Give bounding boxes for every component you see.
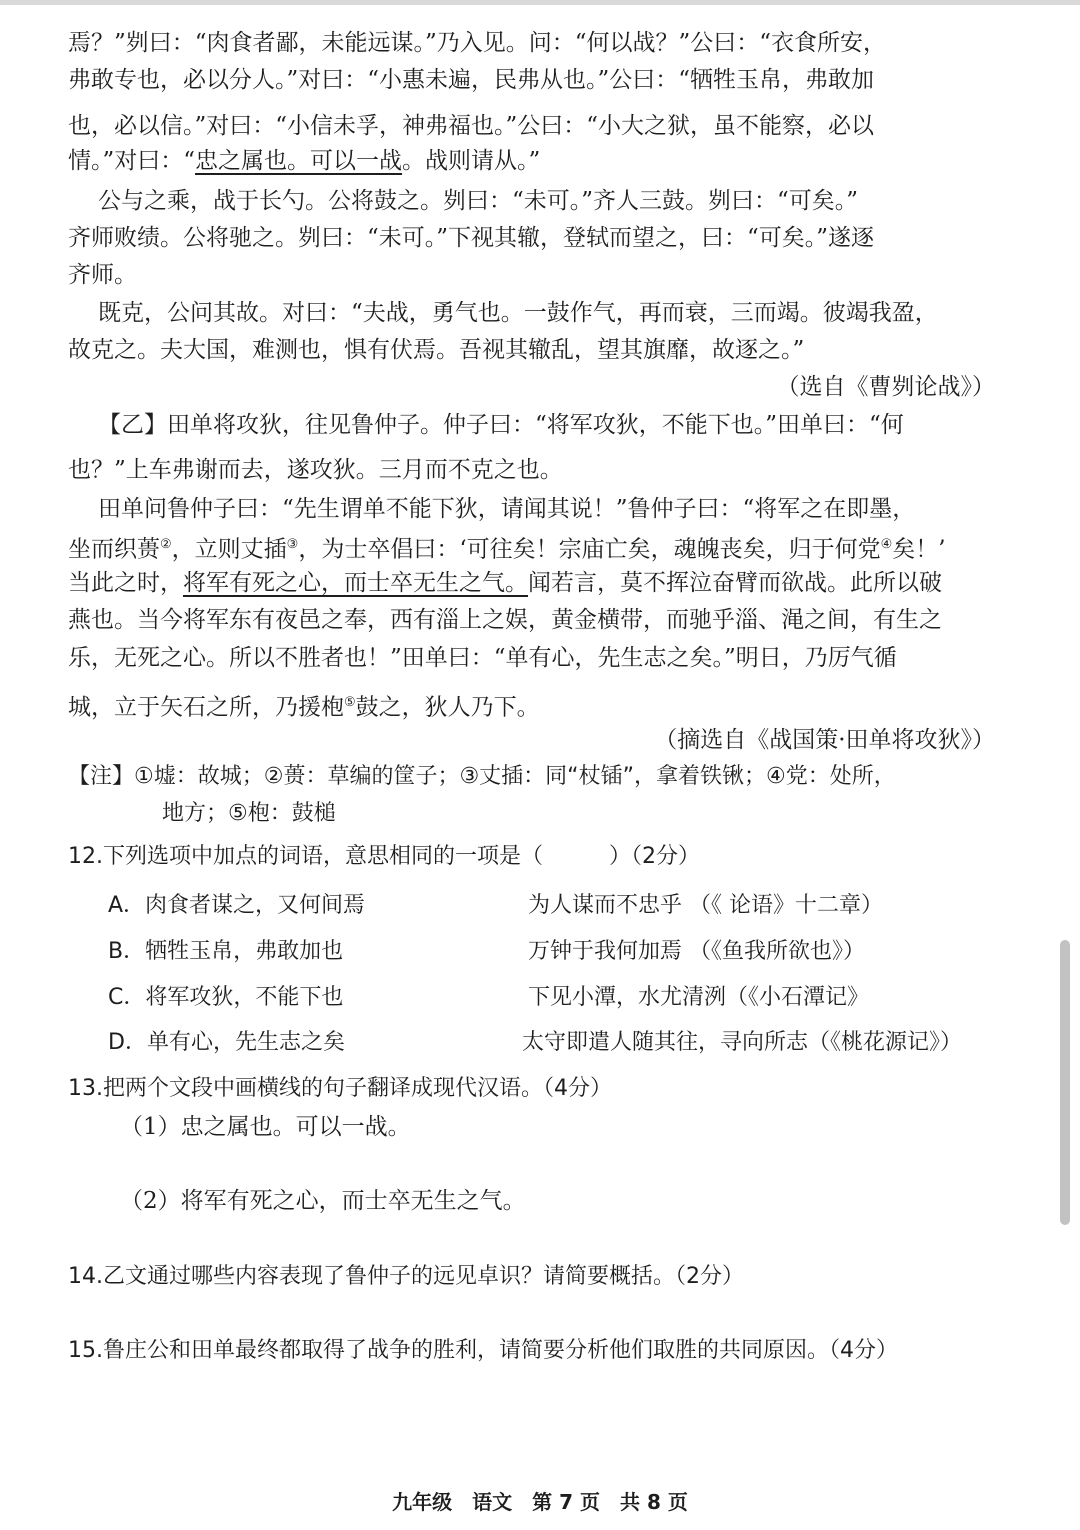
text-segment: ，立则丈插: [171, 536, 287, 563]
text-segment: 当此之时，: [68, 570, 183, 596]
top-border-strip: [0, 0, 1080, 5]
footnote-marker: ②: [160, 537, 172, 552]
notes-line-2: 地方；⑤枹：鼓槌: [162, 801, 336, 826]
footnote-marker: ④: [880, 537, 893, 552]
q12-option-c-right: 下见小潭，水尤清洌（《小石潭记》: [528, 985, 870, 1010]
passage-yi-line-4: [68, 530, 946, 565]
passage-jia-line-2: 弗敢专也，必以分人。”对曰：“小惠未遍，民弗从也。”公曰：“牺牲玉帛，弗敢加: [68, 67, 875, 93]
passage-jia-line-6: 齐师败绩。公将驰之。刿曰：“未可。”下视其辙，登轼而望之，曰：“可矣。”遂逐: [68, 225, 875, 251]
passage-jia-source: （选自《曹刿论战》）: [776, 374, 995, 400]
passage-yi-line-3: 田单问鲁仲子曰：“先生谓单不能下狄，请闻其说！”鲁仲子曰：“将军之在即墨，: [98, 496, 916, 522]
text-segment: ，为士卒倡曰：‘可往矣！宗庙亡矣，魂魄丧矣，归于何党: [298, 536, 881, 563]
passage-yi-line-7: 乐，无死之心。所以不胜者也！”田单曰：“单有心，先生志之矣。”明日，乃厉气循: [68, 645, 897, 671]
passage-yi-line-1: 【乙】田单将攻狄，往见鲁仲子。仲子曰：“将军攻狄，不能下也。”田单曰：“何: [98, 412, 904, 438]
q12-option-d-right: 太守即遣人随其往，寻向所志（《桃花源记》）: [522, 1030, 963, 1055]
passage-yi-line-5: [68, 568, 942, 598]
passage-jia-line-8: 既克，公问其故。对曰：“夫战，勇气也。一鼓作气，再而衰，三而竭。彼竭我盈，: [98, 300, 938, 326]
q12-option-a-left: A．肉食者谋之，又何间焉: [108, 893, 366, 918]
text-segment: 情。”对曰：“: [68, 148, 196, 174]
underlined-sentence-jia: 忠之属也。可以一战: [195, 148, 403, 174]
passage-yi-line-8: [68, 688, 540, 723]
notes-line-1: 【注】①墟：故城；②蒉：草编的筐子；③丈插：同“杖锸”，拿着铁锹；④党：处所，: [68, 764, 896, 789]
q12-option-d-left: D．单有心，先生志之矣: [108, 1030, 345, 1055]
question-15-stem: 15.鲁庄公和田单最终都取得了战争的胜利，请简要分析他们取胜的共同原因。（4分）: [68, 1338, 898, 1363]
question-13-stem: 13.把两个文段中画横线的句子翻译成现代汉语。（4分）: [68, 1076, 612, 1101]
q13-sentence-1: （1）忠之属也。可以一战。: [120, 1114, 411, 1140]
page-footer: 九年级 语文 第 7 页 共 8 页: [392, 1490, 688, 1514]
q12-option-b-right: 万钟于我何加焉 （《鱼我所欲也》）: [528, 939, 865, 964]
q12-option-c-left: C．将军攻狄，不能下也: [108, 985, 344, 1010]
text-segment: 闻若言，莫不挥泣奋臂而欲战。此所以破: [528, 570, 942, 596]
passage-jia-line-4: [68, 146, 540, 176]
text-segment: 矣！’: [892, 536, 946, 563]
passage-jia-line-1: 焉？”刿曰：“肉食者鄙，未能远谋。”乃入见。问：“何以战？”公曰：“衣食所安，: [68, 30, 887, 56]
passage-yi-line-2: 也？”上车弗谢而去，遂攻狄。三月而不克之也。: [68, 457, 563, 483]
text-segment: 坐而织蒉: [68, 536, 160, 563]
question-12-stem: 12.下列选项中加点的词语，意思相同的一项是（ ）（2分）: [68, 844, 700, 869]
question-14-stem: 14.乙文通过哪些内容表现了鲁仲子的远见卓识？请简要概括。（2分）: [68, 1264, 744, 1289]
footnote-marker: ⑤: [344, 695, 356, 710]
passage-jia-line-7: 齐师。: [68, 262, 137, 288]
underlined-sentence-yi: 将军有死之心，而士卒无生之气。: [183, 570, 528, 596]
passage-yi-line-6: 燕也。当今将军东有夜邑之奉，西有淄上之娱，黄金横带，而驰乎淄、渑之间，有生之: [68, 607, 942, 633]
passage-jia-line-3: 也，必以信。”对曰：“小信未孚，神弗福也。”公曰：“小大之狱，虽不能察，必以: [68, 113, 875, 139]
scrollbar-thumb[interactable]: [1060, 940, 1070, 1225]
passage-yi-source: （摘选自《战国策·田单将攻狄》）: [654, 727, 995, 753]
q12-option-b-left: B．牺牲玉帛，弗敢加也: [108, 939, 344, 964]
passage-jia-line-9: 故克之。夫大国，难测也，惧有伏焉。吾视其辙乱，望其旗靡，故逐之。”: [68, 337, 805, 363]
q13-sentence-2: （2）将军有死之心，而士卒无生之气。: [120, 1188, 526, 1214]
text-segment: 城，立于矢石之所，乃援枹: [68, 694, 344, 721]
passage-jia-line-5: 公与之乘，战于长勺。公将鼓之。刿曰：“未可。”齐人三鼓。刿曰：“可矣。”: [98, 188, 859, 214]
text-segment: 鼓之，狄人乃下。: [355, 694, 540, 721]
q12-option-a-right: 为人谋而不忠乎 （《 论语》十二章）: [528, 893, 883, 918]
text-segment: 。战则请从。”: [402, 148, 541, 174]
footnote-marker: ③: [286, 537, 299, 552]
